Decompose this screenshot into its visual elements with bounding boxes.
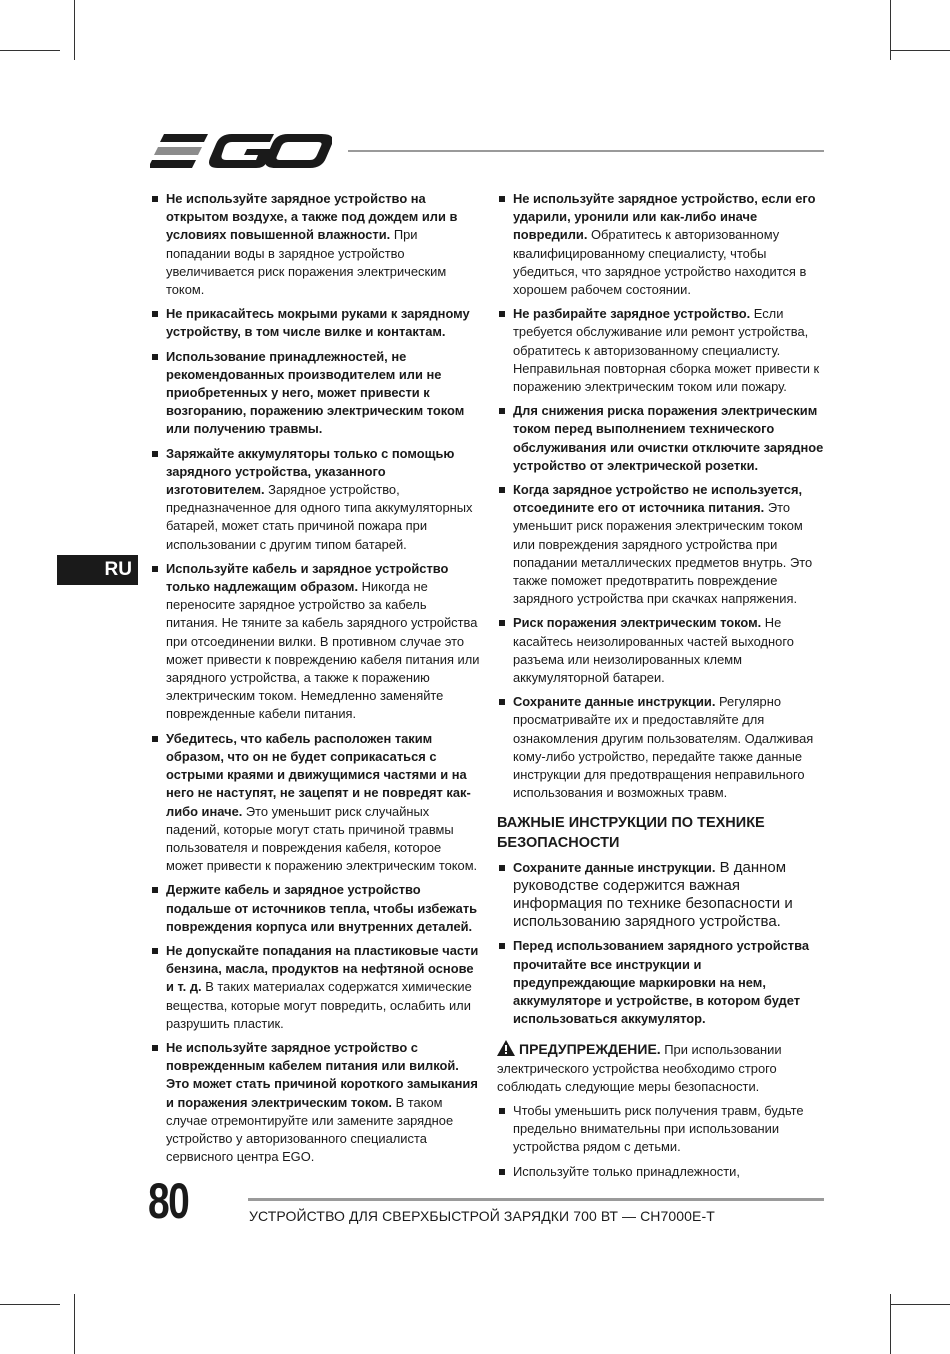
- left-column: [150, 190, 480, 1172]
- warning-block: [497, 1040, 824, 1096]
- list-item: Используйте кабель и зарядное устройство только надлежащим образом. Никогда не переносите зарядное устройство за кабель питания. Не тяните за кабель зарядного устройства при отсоединении вилки. В противном случае это может привести к повреждению кабеля питания или зарядного устройства, а также к поражению электрическим током. Немедленно заменяйте поврежденные кабели питания.: [150, 560, 480, 724]
- section-heading: ВАЖНЫЕ ИНСТРУКЦИИ ПО ТЕХНИКЕ БЕЗОПАСНОСТИ: [497, 814, 765, 851]
- language-code: RU: [104, 559, 132, 580]
- list-item: Не используйте зарядное устройство с поврежденным кабелем питания или вилкой. Это может стать причиной короткого замыкания и поражения электрическим током. В таком случае отремонтируйте или замените зарядное устройство у авторизованного специалиста сервисного центра EGO.: [150, 1039, 480, 1166]
- list-item: Использование принадлежностей, не рекомендованных производителем или не приобретенных у него, может привести к возгоранию, поражению электрическим током или получению травмы.: [150, 348, 480, 439]
- crop-mark: [74, 0, 75, 60]
- list-item: Не используйте зарядное устройство, если его ударили, уронили или как-либо иначе повредили. Обратитесь к авторизованному квалифицированному специалисту, чтобы убедиться, что зарядное устройство находится в хорошем рабочем состоянии.: [497, 190, 824, 299]
- list-item: Заряжайте аккумуляторы только с помощью зарядного устройства, указанного изготовителем. Зарядное устройство, предназначенное для одного типа аккумуляторных батарей, может стать причиной пожара при использовании с другим типом батарей.: [150, 445, 480, 554]
- crop-mark: [0, 1304, 60, 1305]
- crop-mark: [890, 50, 950, 51]
- crop-mark: [74, 1294, 75, 1354]
- header-rule: [348, 150, 824, 152]
- right-column: [497, 190, 824, 1187]
- list-item: Чтобы уменьшить риск получения травм, будьте предельно внимательны при использовании устройства рядом с детьми.: [497, 1102, 824, 1157]
- list-item: Не разбирайте зарядное устройство. Если требуется обслуживание или ремонт устройства, обратитесь к авторизованному специалисту. Неправильная повторная сборка может привести к поражению электрическим током или пожару.: [497, 305, 824, 396]
- crop-mark: [890, 1304, 950, 1305]
- list-item: Убедитесь, что кабель расположен таким образом, что он не будет соприкасаться с острыми краями и движущимися частями и на него не наступят, не зацепят и не повредят как-либо иначе. Это уменьшит риск случайных падений, которые могут стать причиной травмы пользователя и повреждения кабеля, которое может привести к поражению электрическим током.: [150, 730, 480, 876]
- warning-icon: [497, 1040, 515, 1056]
- list-item: Держите кабель и зарядное устройство подальше от источников тепла, чтобы избежать повреждения корпуса или внутренних деталей.: [150, 881, 480, 936]
- list-item: Не используйте зарядное устройство на открытом воздухе, а также под дождем или в условиях повышенной влажности. При попадании воды в зарядное устройство увеличивается риск поражения электрическим током.: [150, 190, 480, 299]
- warning-label: ПРЕДУПРЕЖДЕНИЕ.: [519, 1041, 661, 1058]
- footer-rule: [248, 1198, 824, 1201]
- list-item: Перед использованием зарядного устройства прочитайте все инструкции и предупреждающие маркировки на нем, аккумуляторе и устройстве, в котором будет использоваться аккумулятор.: [497, 937, 824, 1028]
- footer-title: УСТРОЙСТВО ДЛЯ СВЕРХБЫСТРОЙ ЗАРЯДКИ 700 ВТ — CH7000E-T: [249, 1208, 715, 1224]
- page-number: 80: [148, 1173, 189, 1229]
- list-item: Риск поражения электрическим током. Не касайтесь неизолированных частей выходного разъема или неизолированных клемм аккумуляторной батареи.: [497, 614, 824, 687]
- warning-text: При использовании электрического устройства необходимо строго соблюдать следующие меры безопасности.: [497, 1042, 782, 1094]
- list-item: Сохраните данные инструкции. Регулярно просматривайте их и предоставляйте для ознакомления другим пользователям. Одалживая кому-либо устройство, передайте также данные инструкции для предотвращения неправильного использования и возможных травм.: [497, 693, 824, 802]
- language-tab: [57, 555, 138, 585]
- list-item: Сохраните данные инструкции. В данном руководстве содержится важная информация по технике безопасности и использованию зарядного устройства.: [497, 859, 824, 932]
- crop-mark: [890, 1294, 891, 1354]
- list-item: Не допускайте попадания на пластиковые части бензина, масла, продуктов на нефтяной основе и т. д. В таких материалах содержатся химические вещества, которые могут повредить, ослабить или разрушить пластик.: [150, 942, 480, 1033]
- ego-logo: [150, 130, 332, 172]
- list-item: Для снижения риска поражения электрическим током перед выполнением технического обслуживания или очистки отключите зарядное устройство от электрической розетки.: [497, 402, 824, 475]
- list-item: Не прикасайтесь мокрыми руками к зарядному устройству, в том числе вилке и контактам.: [150, 305, 480, 341]
- crop-mark: [890, 0, 891, 60]
- list-item: Когда зарядное устройство не используется, отсоедините его от источника питания. Это уменьшит риск поражения электрическим током или повреждения зарядного устройства при попадании металлических предметов внутрь. Это также поможет предотвратить повреждение зарядного устройства при скачках напряжения.: [497, 481, 824, 608]
- list-item: Используйте только принадлежности,: [497, 1163, 824, 1181]
- crop-mark: [0, 50, 60, 51]
